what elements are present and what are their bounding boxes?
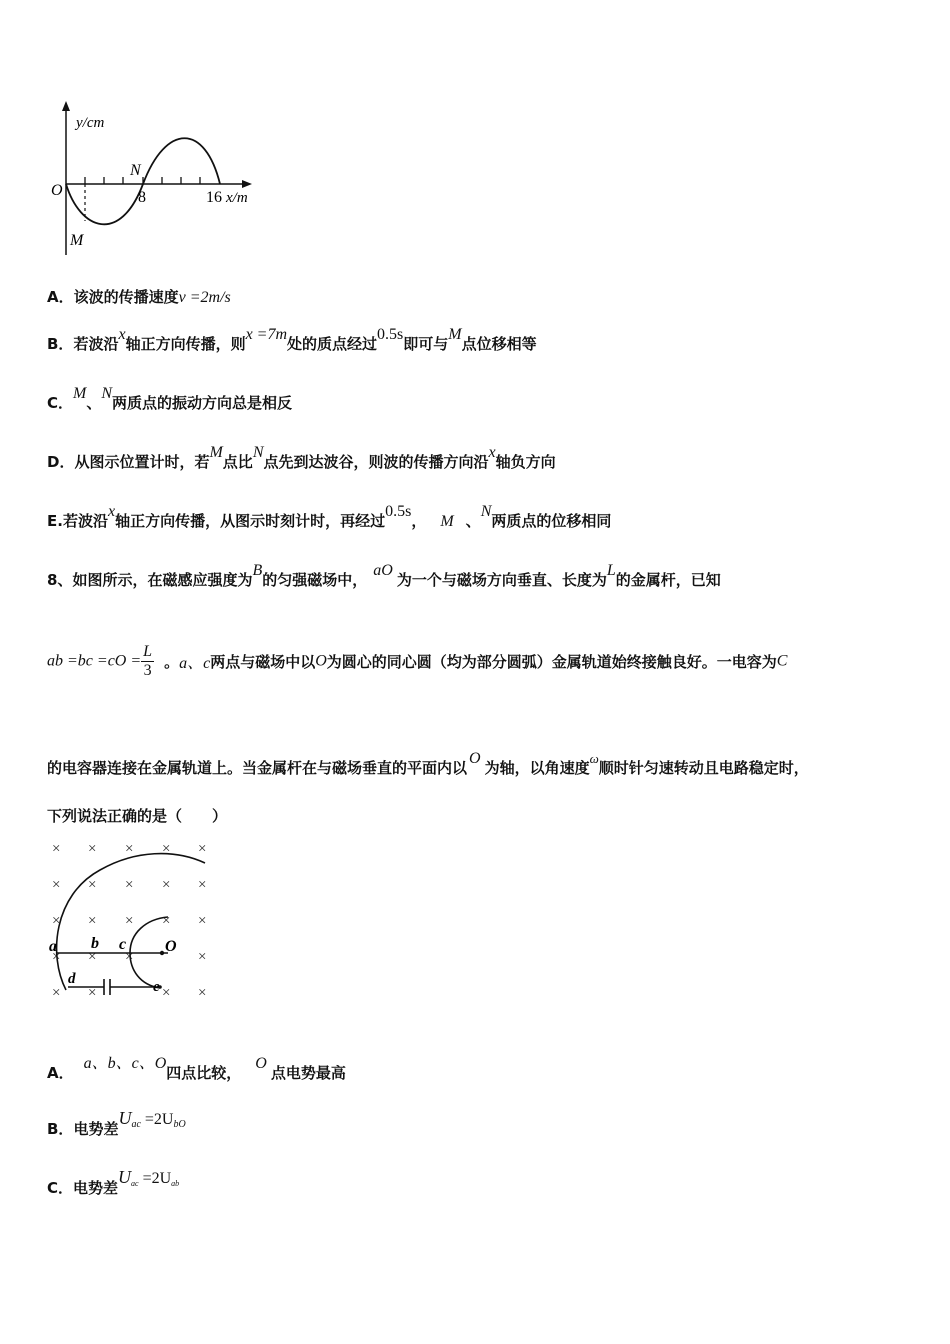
cross: × [52, 841, 61, 857]
q8-stem-line-3: 的电容器连接在金属轨道上。当金属杆在与磁场垂直的平面内以O为轴，以角速度ω顺时针匀速转动且电路稳定时， [47, 750, 809, 777]
q7-option-a: A．该波的传播速度v =2m/s [47, 288, 231, 306]
tick-16-label: 16 [206, 189, 222, 206]
label-b: b [91, 935, 99, 952]
fraction-l-over-3: $\frac{L}{3}$ [143, 643, 153, 679]
q8-stem-line-2: ab =bc =cO = $\frac{L}{3}$ 。a、c两点与磁场中以O为圆心的同心圆（均为部分圆弧）金属轨道始终接触良好。一电容为C [47, 643, 788, 679]
cross: × [198, 913, 207, 929]
cross: × [198, 985, 207, 1001]
cross: × [125, 913, 134, 929]
x-axis-label: x/m [226, 190, 248, 206]
origin-label: O [51, 182, 63, 199]
cross: × [88, 949, 97, 965]
q8-stem-line-4: 下列说法正确的是（ ） [47, 807, 228, 825]
label-c: c [119, 936, 127, 953]
cross: × [162, 985, 171, 1001]
cross: × [198, 949, 207, 965]
cross: × [198, 841, 207, 857]
y-axis-label: y/cm [76, 115, 105, 131]
cross: × [52, 913, 61, 929]
q7-option-e: E.若波沿x轴正方向传播，从图示时刻计时，再经过0.5s， M 、N两质点的位移相同 [47, 503, 612, 530]
label-e: e [153, 979, 160, 995]
q8-option-a: A．a、b、c、O四点比较，O点电势最高 [47, 1055, 346, 1082]
cross: × [125, 841, 134, 857]
y-axis-arrow [62, 101, 70, 111]
wave-graph [40, 95, 280, 265]
cross: × [52, 949, 61, 965]
cross: × [88, 877, 97, 893]
tick-8-label: 8 [138, 189, 146, 206]
label-o: O [165, 938, 177, 955]
q8-option-b: B．电势差$U_{ac} =2U_{bO}$ [47, 1108, 186, 1138]
q8-option-c: C．电势差$U_{ac} =2U_{ab}$ [47, 1167, 180, 1197]
cross: × [88, 913, 97, 929]
cross: × [198, 877, 207, 893]
cross: × [88, 841, 97, 857]
label-d: d [68, 971, 76, 987]
cross: × [125, 877, 134, 893]
point-n-label: N [130, 162, 141, 179]
q7-option-c: C．M、N两质点的振动方向总是相反 [47, 385, 293, 412]
point-m-label: M [70, 232, 84, 249]
label-a: a [49, 938, 57, 955]
q7-option-b: B．若波沿x轴正方向传播，则x =7m处的质点经过0.5s即可与M点位移相等 [47, 326, 537, 353]
x-axis-arrow [242, 180, 252, 188]
cross: × [162, 877, 171, 893]
cross: × [125, 949, 134, 965]
cross: × [162, 841, 171, 857]
q7-option-d: D．从图示位置计时，若M点比N点先到达波谷，则波的传播方向沿x轴负方向 [47, 444, 556, 471]
cross: × [52, 985, 61, 1001]
field-diagram [40, 835, 230, 1005]
cross: × [52, 877, 61, 893]
cross: × [88, 985, 97, 1001]
q8-stem-line-1: 8、如图所示，在磁感应强度为B的匀强磁场中，aO为一个与磁场方向垂直、长度为L的金属杆，已知 [47, 562, 721, 589]
pivot-o [160, 951, 164, 955]
cross: × [162, 913, 171, 929]
